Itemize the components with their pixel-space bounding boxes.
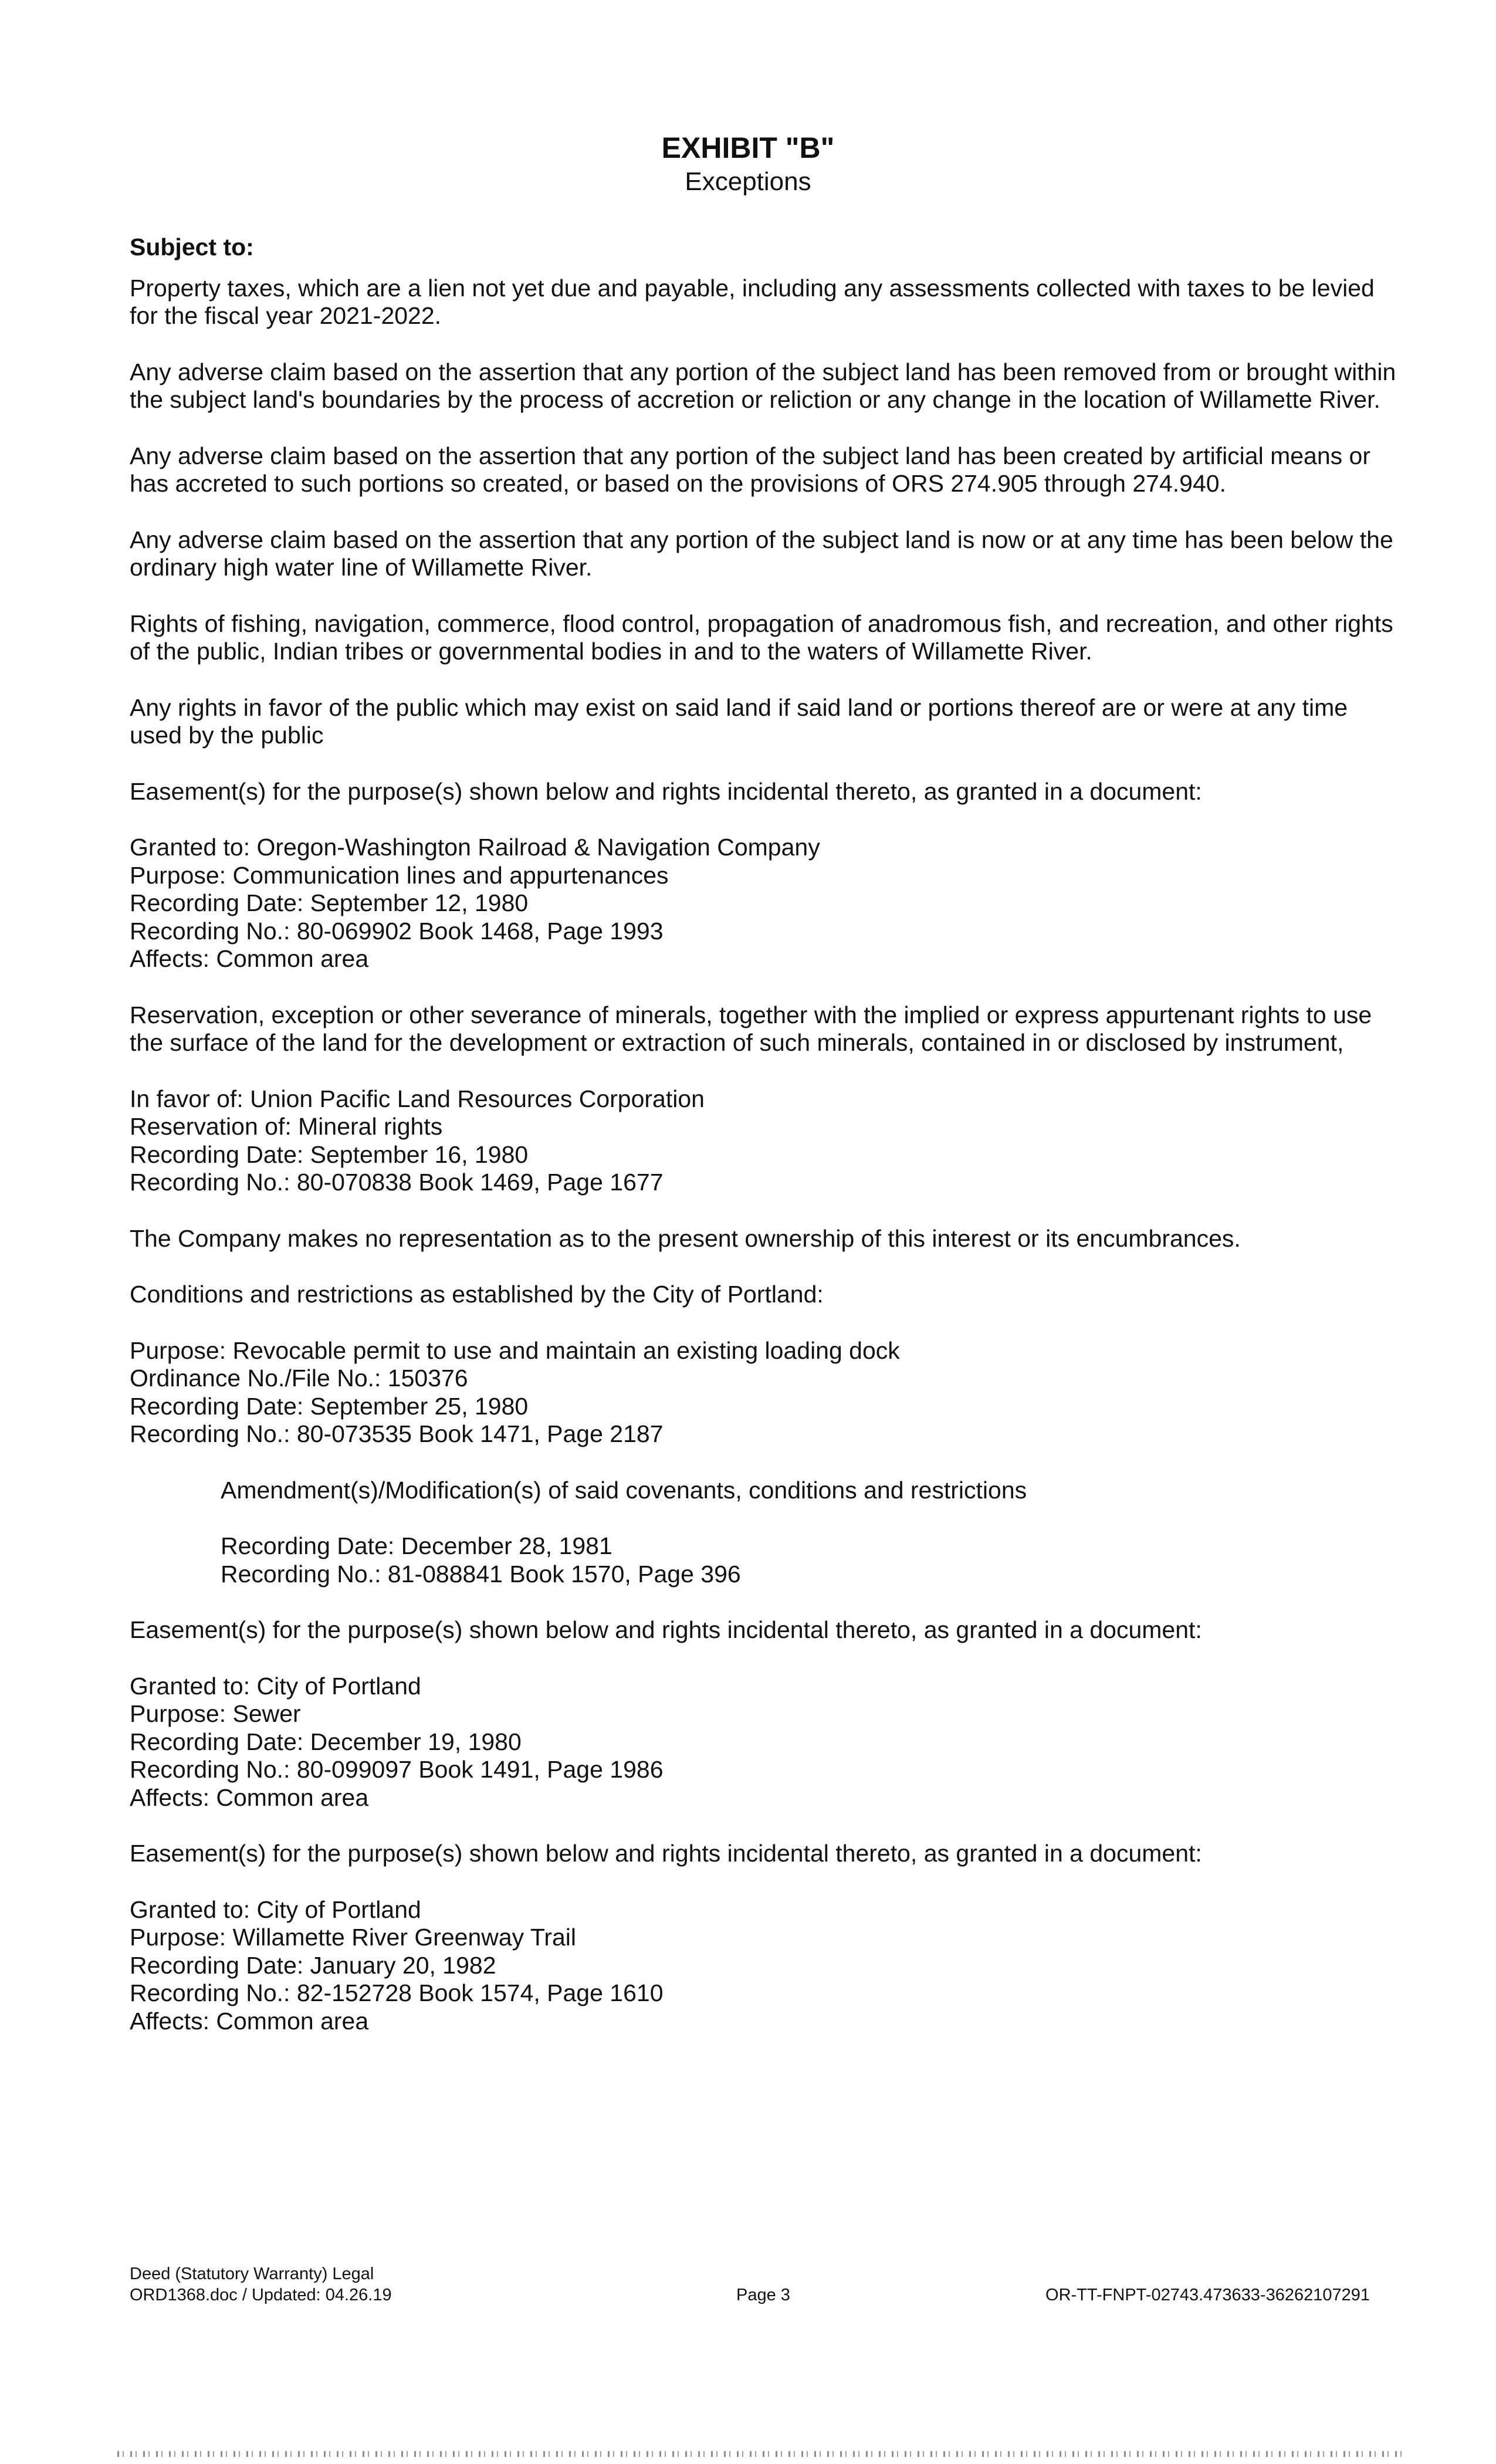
exhibit-subtitle: Exceptions (685, 167, 811, 196)
exception-easement-intro-3: Easement(s) for the purpose(s) shown below and rights incidental thereto, as granted in a document: (130, 1840, 1202, 1867)
exception-high-water-line: Any adverse claim based on the assertion that any portion of the subject land is now or at any time has been below the ordinary high water line of Willamette River. (130, 526, 1393, 581)
footer-page-number: Page 3 (736, 2286, 790, 2304)
scan-artifact-strip (117, 2451, 1408, 2457)
conditions-recording-date: Recording Date: September 25, 1980 (130, 1392, 529, 1420)
exhibit-header (0, 130, 1496, 198)
easement3-recording-date: Recording Date: January 20, 1982 (130, 1951, 496, 1979)
easement2-affects: Affects: Common area (130, 1783, 369, 1811)
reservation-of: Reservation of: Mineral rights (130, 1113, 443, 1140)
easement3-affects: Affects: Common area (130, 2007, 369, 2035)
exception-easement-intro-2: Easement(s) for the purpose(s) shown below and rights incidental thereto, as granted in a document: (130, 1616, 1202, 1643)
exhibit-title: EXHIBIT "B" (661, 131, 835, 164)
easement3-recording-no: Recording No.: 82-152728 Book 1574, Page 1610 (130, 1979, 664, 2006)
conditions-recording-no: Recording No.: 80-073535 Book 1471, Page 2187 (130, 1420, 664, 1447)
easement1-affects: Affects: Common area (130, 945, 369, 972)
easement2-granted-to: Granted to: City of Portland (130, 1672, 421, 1700)
subject-to-label: Subject to: (130, 233, 254, 260)
exception-accretion-reliction: Any adverse claim based on the assertion that any portion of the subject land has been removed from or brought within the subject land's boundaries by the process of accretion or reliction or any change in the location of Willamette River. (130, 358, 1396, 413)
footer-document-info (130, 2263, 392, 2306)
mineral-reservation-details (130, 1085, 1397, 1197)
footer-reference-number: OR-TT-FNPT-02743.473633-36262107291 (1045, 2286, 1370, 2304)
easement-railroad-details (130, 834, 1397, 973)
easement1-recording-no: Recording No.: 80-069902 Book 1468, Page 1993 (130, 917, 664, 945)
easement3-purpose: Purpose: Willamette River Greenway Trail (130, 1924, 577, 1951)
exception-easement-intro-1: Easement(s) for the purpose(s) shown below and rights incidental thereto, as granted in a document: (130, 777, 1202, 805)
easement1-granted-to: Granted to: Oregon-Washington Railroad & Navigation Company (130, 834, 820, 861)
amendment-recording-no: Recording No.: 81-088841 Book 1570, Page 396 (221, 1560, 741, 1588)
amendment-recording-date: Recording Date: December 28, 1981 (221, 1532, 612, 1559)
footer-doc-type: Deed (Statutory Warranty) Legal (130, 2265, 374, 2283)
easement1-purpose: Purpose: Communication lines and appurtenances (130, 861, 669, 889)
exception-public-rights-waters: Rights of fishing, navigation, commerce, flood control, propagation of anadromous fish, and recreation, and other rights of the public, Indian tribes or governmental bodies in and to the waters of Willamette River. (130, 610, 1393, 665)
amendment-heading: Amendment(s)/Modification(s) of said covenants, conditions and restrictions (221, 1476, 1027, 1504)
exception-mineral-reservation: Reservation, exception or other severance of minerals, together with the implied or express appurtenant rights to use the surface of the land for the development or extraction of such minerals, contained in or disclosed by instrument, (130, 1001, 1372, 1056)
footer-doc-file: ORD1368.doc / Updated: 04.26.19 (130, 2286, 392, 2304)
reservation-in-favor-of: In favor of: Union Pacific Land Resources Corporation (130, 1085, 705, 1112)
easement1-recording-date: Recording Date: September 12, 1980 (130, 889, 529, 916)
exception-property-taxes: Property taxes, which are a lien not yet due and payable, including any assessments collected with taxes to be levied for the fiscal year 2021-2022. (130, 274, 1375, 329)
exceptions-body (130, 233, 1397, 2063)
easement-sewer-details (130, 1673, 1397, 1812)
easement2-recording-date: Recording Date: December 19, 1980 (130, 1728, 522, 1755)
exception-public-use: Any rights in favor of the public which may exist on said land if said land or portions thereof are or were at any time used by the public (130, 693, 1348, 749)
exception-artificial-means: Any adverse claim based on the assertion that any portion of the subject land has been created by artificial means or has accreted to such portions so created, or based on the provisions of ORS 274.905 through 274.940. (130, 442, 1371, 497)
reservation-recording-no: Recording No.: 80-070838 Book 1469, Page 1677 (130, 1169, 664, 1196)
easement2-recording-no: Recording No.: 80-099097 Book 1491, Page 1986 (130, 1756, 664, 1783)
amendment-details (130, 1532, 1397, 1588)
conditions-purpose: Purpose: Revocable permit to use and maintain an existing loading dock (130, 1336, 900, 1364)
easement3-granted-to: Granted to: City of Portland (130, 1896, 421, 1923)
exception-conditions-intro: Conditions and restrictions as established by the City of Portland: (130, 1281, 824, 1308)
easement-greenway-details (130, 1896, 1397, 2036)
conditions-ordinance: Ordinance No./File No.: 150376 (130, 1365, 468, 1392)
company-no-representation: The Company makes no representation as to the present ownership of this interest or its encumbrances. (130, 1224, 1241, 1252)
reservation-recording-date: Recording Date: September 16, 1980 (130, 1140, 529, 1168)
easement2-purpose: Purpose: Sewer (130, 1700, 301, 1727)
conditions-details (130, 1337, 1397, 1448)
